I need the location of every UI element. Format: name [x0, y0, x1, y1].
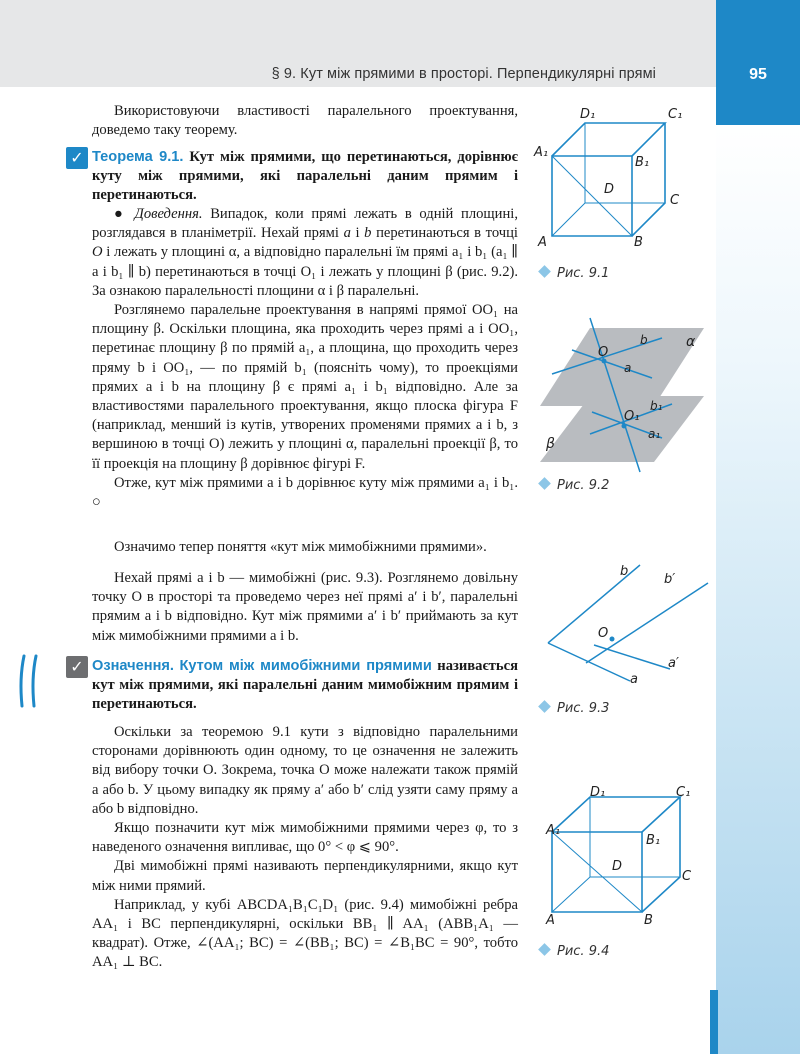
- skew-paragraph: [92, 569, 518, 646]
- intro-text: Використовуючи властивості паралельного проектування, доведемо таку теорему.: [92, 103, 518, 139]
- after-definition: [92, 723, 518, 973]
- proof-text: перетинаються в точці: [371, 225, 518, 242]
- caption-9-3: [540, 701, 609, 716]
- checkmark-icon: ✓: [66, 147, 88, 169]
- label-a: a: [630, 672, 638, 687]
- definition-text: називається кут між прямими, які паралельні даним мимобіжним прямим і перетинаються.: [92, 658, 519, 713]
- label-a-prime: a′: [668, 656, 679, 671]
- proof-paragraph-3: Отже, кут між прямими a і b дорівнює куту між прямими a₁ і b₁. ○: [92, 474, 518, 511]
- caption-9-4: [540, 944, 609, 959]
- figure-9-1: [532, 98, 702, 258]
- paragraph: Якщо позначити кут між мимобіжними прямими через φ, то з наведеного означення випливає, що 0° < φ ⩽ 90°.: [92, 820, 518, 856]
- proof-label: Доведення.: [134, 206, 203, 222]
- paragraph: Оскільки за теоремою 9.1 кути з відповідно паралельними сторонами дорівнюють один одному, то це означення не залежить від вибору точки O. Зокрема, точка O може належати також прямій a або b. У цьому випадку як пряму a′ або b′ слід узяти саму пряму a або b відповідно.: [92, 724, 518, 817]
- paragraph: Дві мимобіжні прямі називають перпендикулярними, якщо кут між ними прямий.: [92, 858, 518, 894]
- proof-text: і лежать у площині α, а відповідно паралельні їм прямі a₁ і b₁ (a₁ ∥ a і b₁ ∥ b) перетинаються в точці O₁ і лежать у площині β (рис. 9.2). За ознакою паралельності площини α і β паралельні.: [92, 244, 518, 299]
- label-O1: O₁: [624, 409, 640, 424]
- label-b1: b₁: [650, 399, 663, 413]
- margin-gradient: [716, 125, 800, 1054]
- label-A: A: [546, 913, 555, 928]
- page-number-tab: [716, 0, 800, 125]
- label-A: A: [538, 235, 547, 250]
- conj: і: [350, 225, 365, 242]
- var-b: b: [364, 225, 372, 242]
- caption-text: Рис. 9.2: [557, 478, 610, 493]
- label-B1: B₁: [635, 155, 650, 170]
- label-D: D: [612, 859, 623, 874]
- diamond-icon: [538, 700, 551, 713]
- section-title: § 9. Кут між прямими в просторі. Перпендикулярні прямі: [271, 66, 656, 82]
- figure-9-4: [532, 782, 702, 942]
- skew-text: Нехай прямі a і b — мимобіжні (рис. 9.3). Розглянемо довільну точку O в просторі та проведемо через неї прямі a′ і b′, паралельні прямим a і b відповідно. Кут між прямими a′ і b′ приймають за кут між мимобіжними прямими a і b.: [92, 570, 518, 644]
- proof-paragraph-2: Розглянемо паралельне проектування в напрямі прямої OO₁ на площину β. Оскільки площина, яка проходить через прямі a і OO₁, перетинає площину β по прямій a₁, а площина, що проходить через пряму b і OO₁, — по прямій b₁ (поясніть чому), то проекціями прямих a і b на площину β є прямі a₁ і b₁ відповідно. Але за властивостями паралельного проектування, якщо плоска фігура F (наприклад, менший із кутів, утворених променями прямих a і b, з вершиною в точці O) лежить у площині α, паралельні проекції β, то її проекція на площину β дорівнює фігурі F.: [92, 302, 518, 472]
- caption-text: Рис. 9.3: [557, 701, 610, 716]
- label-C1: C₁: [668, 107, 683, 122]
- var-O: O: [92, 244, 103, 261]
- intro-paragraph: [92, 102, 518, 140]
- proof-text: Випадок, коли прямі лежать в одній площині, розглядався в планіметрії. Нехай прямі: [92, 206, 518, 242]
- diamond-icon: [538, 265, 551, 278]
- paragraph: Наприклад, у кубі ABCDA₁B₁C₁D₁ (рис. 9.4) мимобіжні ребра AA₁ і BC перпендикулярні, оскільки BB₁ ∥ AA₁ (ABB₁A₁ — квадрат). Отже, ∠(AA₁; BC) = ∠(BB₁; BC) = ∠B₁BC = 90°, тобто AA₁ ⊥ BC.: [92, 896, 518, 971]
- label-D: D: [604, 182, 615, 197]
- bullet-icon: ●: [114, 206, 127, 222]
- checkmark-icon: ✓: [66, 656, 88, 678]
- label-B1: B₁: [646, 833, 661, 848]
- label-alpha: α: [686, 334, 696, 350]
- label-A1: A₁: [534, 145, 549, 160]
- label-C: C: [670, 193, 680, 208]
- bottom-accent-bar: [710, 990, 718, 1054]
- label-b-prime: b′: [664, 572, 676, 587]
- theorem-text: Кут між прямими, що перетинаються, дорівнює куту між прямими, які паралельні даним прямим і перетинаються.: [92, 149, 518, 204]
- label-C1: C₁: [676, 785, 691, 800]
- label-D1: D₁: [580, 107, 596, 122]
- page-header: [0, 0, 716, 87]
- definition-label: Означення.: [92, 658, 174, 674]
- cube-diagram: [532, 98, 702, 253]
- label-beta: β: [546, 436, 555, 452]
- definition-term: Кутом між мимобіжними прямими: [179, 658, 432, 674]
- concept-paragraph: [92, 538, 518, 557]
- label-O: O: [598, 345, 609, 360]
- label-A1: A₁: [546, 823, 561, 838]
- figure-9-2: [532, 316, 712, 481]
- diamond-icon: [538, 477, 551, 490]
- proof-block: [92, 205, 518, 512]
- label-D1: D₁: [590, 785, 606, 800]
- var-a: a: [343, 225, 351, 242]
- cube-diagram: [532, 782, 702, 937]
- handwritten-mark-icon: [16, 652, 46, 710]
- caption-text: Рис. 9.4: [557, 944, 610, 959]
- label-C: C: [682, 869, 692, 884]
- caption-9-2: [540, 478, 609, 493]
- page-number: 95: [749, 66, 767, 83]
- diamond-icon: [538, 943, 551, 956]
- theorem-block: [92, 148, 518, 206]
- definition-block: [92, 657, 518, 715]
- label-B: B: [644, 913, 653, 928]
- label-a: a: [624, 361, 632, 375]
- concept-text: Означимо тепер поняття «кут між мимобіжними прямими».: [114, 539, 487, 555]
- label-O: O: [598, 626, 609, 641]
- label-b: b: [620, 564, 629, 579]
- label-a1: a₁: [648, 427, 661, 441]
- label-B: B: [634, 235, 643, 250]
- label-b: b: [640, 333, 648, 347]
- caption-text: Рис. 9.1: [557, 266, 610, 281]
- skew-lines-diagram: [540, 555, 715, 690]
- planes-diagram: [532, 316, 712, 476]
- theorem-label: Теорема 9.1.: [92, 149, 184, 165]
- figure-9-3: [540, 555, 715, 695]
- caption-9-1: [540, 266, 609, 281]
